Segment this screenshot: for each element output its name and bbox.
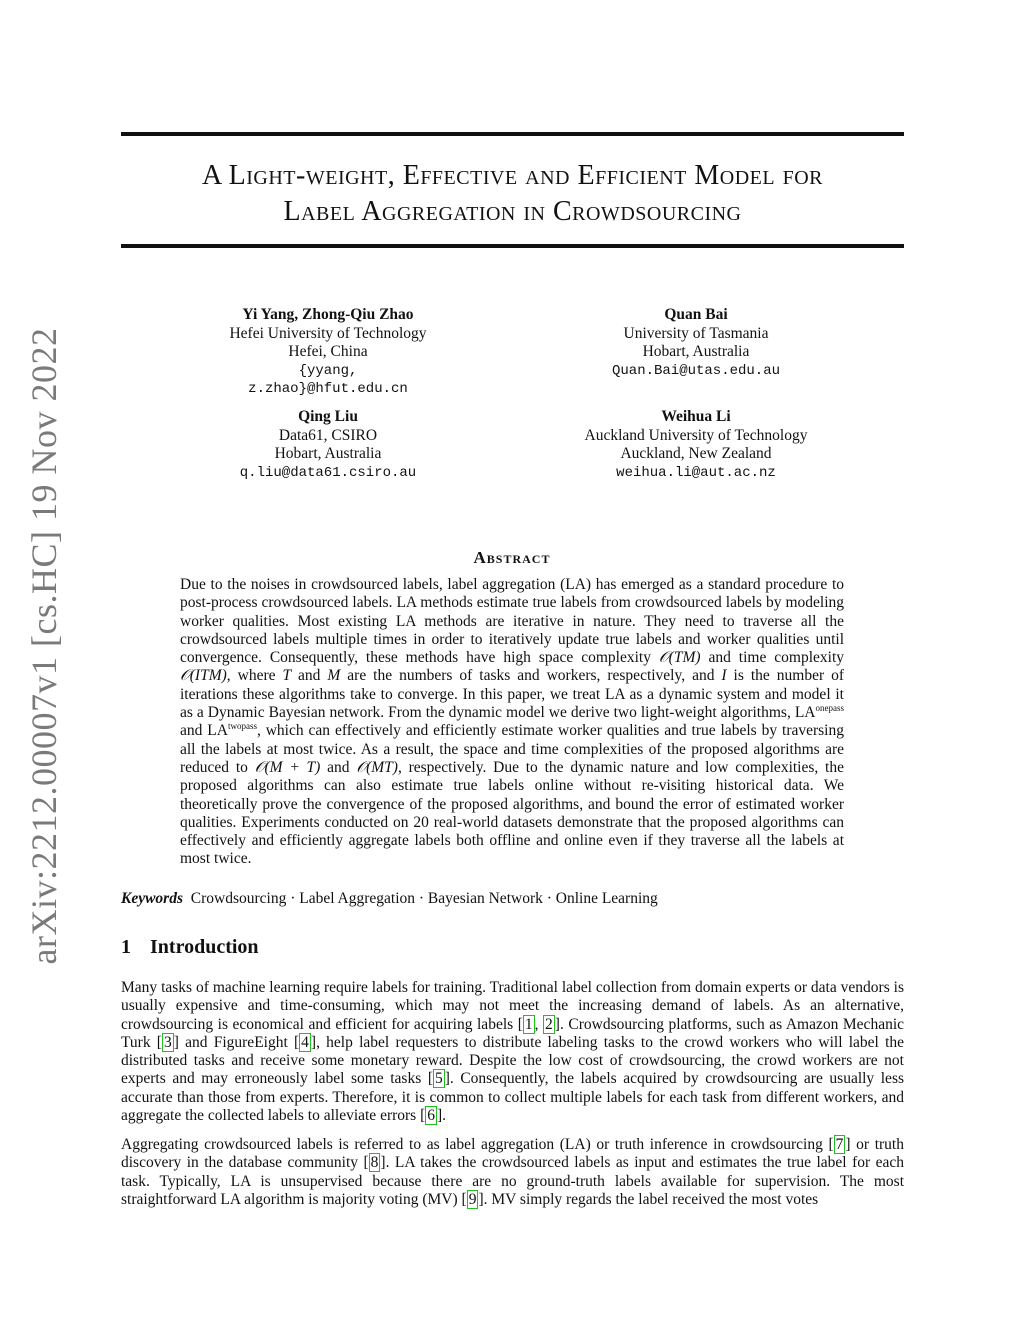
author-email: {yyang, z.zhao}@hfut.edu.cn <box>248 362 408 397</box>
author-affiliation: Data61, CSIRO <box>278 426 378 444</box>
author-location: Hobart, Australia <box>642 343 750 360</box>
keywords-line <box>121 890 658 908</box>
author-affiliation: Hefei University of Technology <box>229 324 427 342</box>
citation-link[interactable]: 5 <box>434 1070 443 1088</box>
author-block-1 <box>218 306 438 399</box>
citation-link[interactable]: 7 <box>835 1136 844 1153</box>
citation-link[interactable]: 3 <box>163 1033 172 1051</box>
author-affiliation: University of Tasmania <box>623 324 769 342</box>
paper-title <box>121 158 904 230</box>
title-bottom-rule <box>121 244 904 248</box>
section-heading <box>121 936 259 959</box>
abstract-body: Due to the noises in crowdsourced labels, label aggregation (LA) has emerged as a standard procedure to post-process crowdsourced labels. LA methods estimate true labels from crowdsourced labels by modeling worker qualities. Most existing LA methods are iterative in nature. They need to traverse all the crowdsourced labels multiple times in order to iteratively update true labels and worker qualities until convergence. Consequently, these methods have high space complexity 𝒪(TM) and time complexity 𝒪(ITM), where T and M are the numbers of tasks and workers, respectively, and I is the number of iterations these algorithms take to converge. In this paper, we treat LA as a dynamic system and model it as a Dynamic Bayesian network. From the dynamic model we derive two light-weight algorithms, $LA^{onepass}$ and $LA^{twopass}$, which can effectively and efficiently estimate worker qualities and true labels by traversing all the labels at most twice. As a result, the space and time complexities of the proposed algorithms are reduced to 𝒪(M + T) and 𝒪(MT), respectively. Due to the dynamic nature and low complexities, the proposed algorithms can also estimate true labels online without re-visiting historical data. We theoretically prove the convergence of the proposed algorithms, and bound the error of estimated worker qualities. Experiments conducted on 20 real-world datasets demonstrate that the proposed algorithms can effectively and efficiently aggregate labels both offline and online even if they traverse all the labels at most twice. <box>180 576 844 868</box>
author-email: Quan.Bai@utas.edu.au <box>611 362 781 379</box>
author-name: Quan Bai <box>664 306 728 323</box>
citation-link[interactable]: 1 <box>524 1015 533 1033</box>
author-name: Yi Yang, Zhong-Qiu Zhao <box>242 306 414 323</box>
title-top-rule <box>121 132 904 136</box>
citation-link[interactable]: 8 <box>370 1154 379 1172</box>
title-line-1: A Light-weight, Effective and Efficient Model for <box>201 160 823 191</box>
author-block-3 <box>218 408 438 482</box>
keywords-list: Crowdsourcing · Label Aggregation · Bayesian Network · Online Learning <box>190 890 658 907</box>
citation-link[interactable]: 6 <box>427 1107 435 1125</box>
author-email: q.liu@data61.csiro.au <box>239 464 417 481</box>
author-location: Hefei, China <box>288 343 368 360</box>
title-line-2: Label Aggregation in Crowdsourcing <box>283 196 742 227</box>
keywords-label: Keywords <box>121 890 183 907</box>
author-affiliation: Auckland University of Technology <box>584 426 808 444</box>
section-title: Introduction <box>150 936 259 958</box>
author-location: Auckland, New Zealand <box>620 445 772 462</box>
abstract-heading: Abstract <box>473 548 551 567</box>
citation-link[interactable]: 9 <box>468 1190 477 1208</box>
author-name: Qing Liu <box>298 408 358 425</box>
citation-link[interactable]: 4 <box>301 1033 309 1051</box>
author-block-4 <box>536 408 856 482</box>
intro-paragraph-1: Many tasks of machine learning require labels for training. Traditional label collection from domain experts or data vendors is usually expensive and time-consuming, which may not meet the increasing demand of labels. As an alternative, crowdsourcing is economical and efficient for acquiring labels [ 1 , 2 ]. Crowdsourcing platforms, such as Amazon Mechanic Turk [ 3 ] and FigureEight [ 4 ], help label requesters to distribute labeling tasks to the crowd workers who will label the distributed tasks and receive some monetary reward. Despite the low cost of crowdsourcing, the crowd workers are not experts and may erroneously label some tasks [ 5 ]. Consequently, the labels acquired by crowdsourcing are usually less accurate than those from experts. Therefore, it is common to collect multiple labels for each task from different workers, and aggregate the collected labels to alleviate errors [ 6 ]. <box>121 979 905 1125</box>
author-email: weihua.li@aut.ac.nz <box>616 464 776 481</box>
author-name: Weihua Li <box>661 408 731 425</box>
author-block-2 <box>556 306 836 380</box>
author-location: Hobart, Australia <box>274 445 382 462</box>
intro-paragraph-2: Aggregating crowdsourced labels is referred to as label aggregation (LA) or truth inference in crowdsourcing [ 7 ] or truth discovery in the database community [ 8 ]. LA takes the crowdsourced labels as input and estimates the true label for each task. Typically, LA is unsupervised because there are no ground-truth labels available for supervision. The most straightforward LA algorithm is majority voting (MV) [ 9 ]. MV simply regards the label received the most votes <box>121 1136 904 1208</box>
section-number: 1 <box>121 936 131 958</box>
citation-link[interactable]: 2 <box>545 1015 553 1033</box>
